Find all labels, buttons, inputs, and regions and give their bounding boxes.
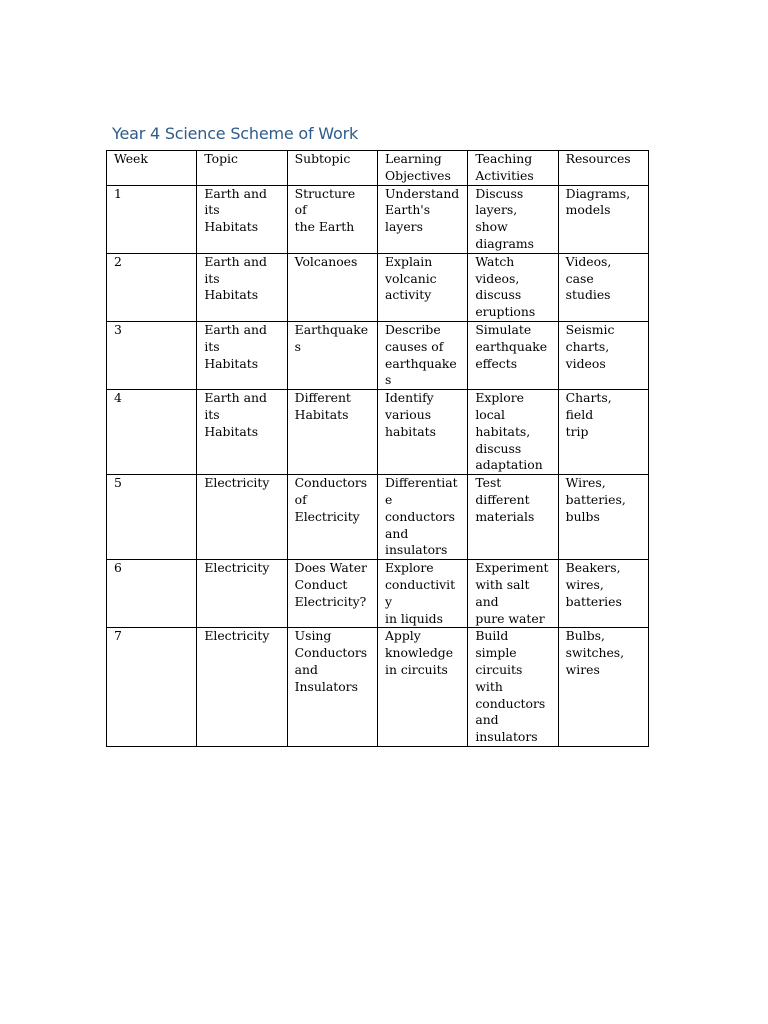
cell-week: 2 xyxy=(107,253,197,321)
cell-teaching-activities: Simulate earthquake effects xyxy=(468,321,558,389)
cell-subtopic: Does Water Conduct Electricity? xyxy=(287,560,377,628)
cell-subtopic: Earthquakes xyxy=(287,321,377,389)
table-row xyxy=(107,185,649,253)
cell-week: 6 xyxy=(107,560,197,628)
cell-resources: Wires, batteries, bulbs xyxy=(558,475,648,560)
cell-teaching-activities: Test different materials xyxy=(468,475,558,560)
cell-subtopic: Volcanoes xyxy=(287,253,377,321)
header-subtopic: Subtopic xyxy=(287,151,377,186)
cell-teaching-activities: Explore local habitats, discuss adaptation xyxy=(468,390,558,475)
header-learning-objectives: Learning Objectives xyxy=(377,151,467,186)
cell-week: 3 xyxy=(107,321,197,389)
cell-topic: Electricity xyxy=(197,628,287,747)
header-topic: Topic xyxy=(197,151,287,186)
cell-week: 4 xyxy=(107,390,197,475)
header-teaching-activities: Teaching Activities xyxy=(468,151,558,186)
table-row xyxy=(107,253,649,321)
cell-resources: Bulbs, switches, wires xyxy=(558,628,648,747)
cell-learning-objectives: Explore conductivity in liquids xyxy=(377,560,467,628)
cell-learning-objectives: Differentiate conductors and insulators xyxy=(377,475,467,560)
header-resources: Resources xyxy=(558,151,648,186)
table-row xyxy=(107,321,649,389)
cell-week: 5 xyxy=(107,475,197,560)
table-row xyxy=(107,628,649,747)
cell-resources: Seismic charts, videos xyxy=(558,321,648,389)
document-title: Year 4 Science Scheme of Work xyxy=(112,124,359,143)
cell-subtopic: Different Habitats xyxy=(287,390,377,475)
cell-week: 1 xyxy=(107,185,197,253)
cell-topic: Earth and its Habitats xyxy=(197,390,287,475)
cell-subtopic: Conductors of Electricity xyxy=(287,475,377,560)
cell-learning-objectives: Identify various habitats xyxy=(377,390,467,475)
cell-subtopic: Using Conductors and Insulators xyxy=(287,628,377,747)
scheme-of-work-table xyxy=(106,150,649,747)
cell-teaching-activities: Discuss layers, show diagrams xyxy=(468,185,558,253)
cell-topic: Earth and its Habitats xyxy=(197,253,287,321)
cell-learning-objectives: Apply knowledge in circuits xyxy=(377,628,467,747)
cell-resources: Charts, field trip xyxy=(558,390,648,475)
table-row xyxy=(107,560,649,628)
cell-subtopic: Structure of the Earth xyxy=(287,185,377,253)
cell-topic: Electricity xyxy=(197,560,287,628)
cell-week: 7 xyxy=(107,628,197,747)
cell-topic: Electricity xyxy=(197,475,287,560)
cell-learning-objectives: Explain volcanic activity xyxy=(377,253,467,321)
cell-resources: Beakers, wires, batteries xyxy=(558,560,648,628)
cell-teaching-activities: Watch videos, discuss eruptions xyxy=(468,253,558,321)
cell-topic: Earth and its Habitats xyxy=(197,321,287,389)
cell-resources: Videos, case studies xyxy=(558,253,648,321)
table-row xyxy=(107,475,649,560)
cell-learning-objectives: Describe causes of earthquakes xyxy=(377,321,467,389)
cell-learning-objectives: Understand Earth's layers xyxy=(377,185,467,253)
table-row xyxy=(107,390,649,475)
table-header-row xyxy=(107,151,649,186)
cell-resources: Diagrams, models xyxy=(558,185,648,253)
cell-teaching-activities: Build simple circuits with conductors and insulators xyxy=(468,628,558,747)
cell-topic: Earth and its Habitats xyxy=(197,185,287,253)
cell-teaching-activities: Experiment with salt and pure water xyxy=(468,560,558,628)
header-week: Week xyxy=(107,151,197,186)
